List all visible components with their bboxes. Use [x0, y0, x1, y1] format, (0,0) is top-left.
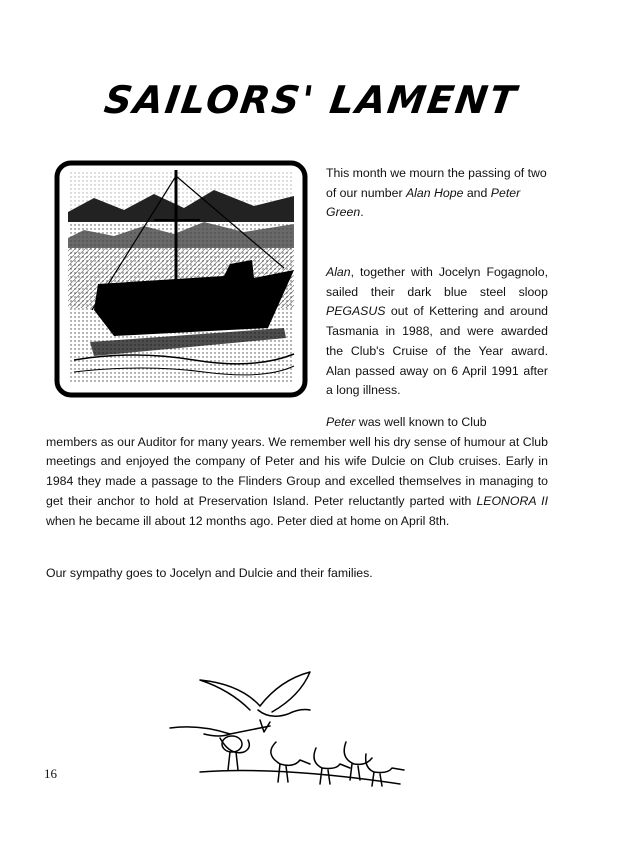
peter-text-3: when he became ill about 12 months ago. Peter died at home on April 8th.	[46, 513, 450, 528]
boat-leonora: LEONORA II	[476, 493, 548, 508]
boat-pegasus: PEGASUS	[326, 304, 386, 319]
name-alan-hope: Alan Hope	[405, 185, 464, 200]
intro-end: .	[360, 205, 364, 220]
page-title: SAILORS' LAMENT	[101, 78, 521, 122]
peter-name: Peter	[326, 415, 356, 429]
intro-conjunction: and	[466, 185, 488, 200]
page-number: 16	[44, 766, 57, 781]
alan-name: Alan	[326, 265, 351, 279]
seagulls-illustration	[160, 660, 410, 790]
yacht-illustration	[54, 160, 308, 398]
alan-text-1: , together with Jocelyn Fogagnolo, sailed their dark blue steel sloop	[326, 265, 548, 299]
peter-text-1: was well known to Club	[358, 415, 487, 429]
peter-text-2: members as our Auditor for many years. We remember well his dry sense of humour at Club meetings and enjoyed the company of Peter and his wife Dulcie on Club cruises. Early in 1984 they made a passage to the Flinders Group and excelled themselves in managing to get their anchor to hold at Preservation Island. Peter reluctantly parted with	[46, 434, 548, 508]
name-peter-green: Peter Green	[326, 185, 521, 220]
intro-paragraph	[326, 164, 548, 223]
sympathy-paragraph: Our sympathy goes to Jocelyn and Dulcie and their families.	[46, 566, 373, 580]
intro-text: This month we mourn the passing of two of our number	[326, 166, 547, 200]
alan-paragraph	[326, 263, 548, 401]
peter-paragraph	[46, 413, 548, 531]
alan-text-2: out of Kettering and around Tasmania in 1988, and were awarded the Club's Cruise of the Year award. Alan passed away on 6 April 1991 after a long illness.	[326, 304, 548, 398]
